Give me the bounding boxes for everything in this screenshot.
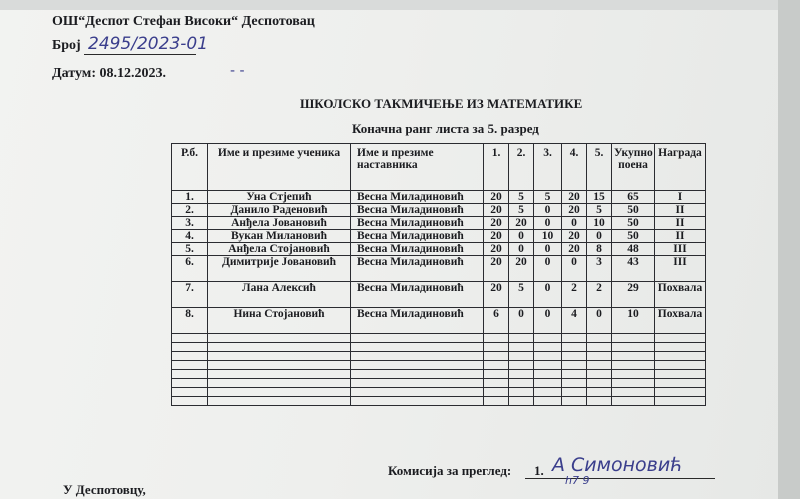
empty-cell <box>562 343 587 352</box>
header-teacher: Име и презиме наставника <box>351 144 484 191</box>
empty-cell <box>562 388 587 397</box>
cell-task-5: 2 <box>587 282 612 308</box>
cell-teacher: Весна Миладиновић <box>351 282 484 308</box>
empty-table-row <box>172 370 706 379</box>
empty-cell <box>172 361 208 370</box>
cell-award: I <box>655 191 706 204</box>
cell-total: 50 <box>612 204 655 217</box>
ranking-table <box>171 143 706 406</box>
empty-cell <box>509 334 534 343</box>
broj-handwritten: 2495/2023-01 <box>88 34 209 54</box>
empty-cell <box>484 370 509 379</box>
cell-task-5: 15 <box>587 191 612 204</box>
cell-rb: 5. <box>172 243 208 256</box>
cell-student: Анђела Стојановић <box>208 243 351 256</box>
header-task-3: 3. <box>534 144 562 191</box>
cell-task-1: 20 <box>484 256 509 282</box>
cell-task-5: 0 <box>587 230 612 243</box>
cell-award: Похвала <box>655 308 706 334</box>
empty-table-row <box>172 352 706 361</box>
cell-task-5: 0 <box>587 308 612 334</box>
empty-cell <box>562 379 587 388</box>
empty-cell <box>172 379 208 388</box>
empty-cell <box>655 379 706 388</box>
table-row <box>172 243 706 256</box>
commission-label: Комисија за преглед: <box>388 463 512 478</box>
table-row <box>172 204 706 217</box>
table-row <box>172 191 706 204</box>
header-award: Награда <box>655 144 706 191</box>
empty-cell <box>534 379 562 388</box>
school-name: ОШ“Деспот Стефан Високи“ Деспотовац <box>52 14 315 29</box>
handwritten-signature: А Симоновић <box>552 454 683 476</box>
empty-cell <box>484 334 509 343</box>
empty-cell <box>612 370 655 379</box>
cell-task-4: 0 <box>562 217 587 230</box>
cell-task-1: 20 <box>484 282 509 308</box>
cell-task-3: 10 <box>534 230 562 243</box>
signature-note: h7 9 <box>565 474 590 487</box>
empty-cell <box>509 361 534 370</box>
table-row <box>172 230 706 243</box>
handwritten-dash: - - <box>230 63 245 79</box>
cell-teacher: Весна Миладиновић <box>351 204 484 217</box>
cell-teacher: Весна Миладиновић <box>351 256 484 282</box>
cell-award: II <box>655 230 706 243</box>
empty-cell <box>351 361 484 370</box>
empty-cell <box>612 343 655 352</box>
empty-cell <box>612 397 655 406</box>
header-task-2: 2. <box>509 144 534 191</box>
empty-cell <box>509 397 534 406</box>
empty-table-row <box>172 343 706 352</box>
cell-rb: 8. <box>172 308 208 334</box>
empty-cell <box>587 334 612 343</box>
empty-cell <box>351 379 484 388</box>
header-student: Име и презиме ученика <box>208 144 351 191</box>
cell-task-2: 0 <box>509 230 534 243</box>
cell-teacher: Весна Миладиновић <box>351 217 484 230</box>
empty-cell <box>351 388 484 397</box>
empty-cell <box>208 397 351 406</box>
empty-cell <box>484 379 509 388</box>
empty-table-row <box>172 379 706 388</box>
empty-cell <box>509 370 534 379</box>
cell-award: II <box>655 217 706 230</box>
empty-cell <box>484 343 509 352</box>
empty-cell <box>562 361 587 370</box>
signature-line <box>525 478 715 479</box>
empty-cell <box>587 343 612 352</box>
signature-number: 1. <box>534 463 544 478</box>
empty-cell <box>655 370 706 379</box>
empty-table-row <box>172 361 706 370</box>
empty-cell <box>534 343 562 352</box>
cell-rb: 7. <box>172 282 208 308</box>
empty-cell <box>534 352 562 361</box>
empty-cell <box>587 388 612 397</box>
empty-cell <box>351 397 484 406</box>
table-row <box>172 308 706 334</box>
empty-cell <box>172 370 208 379</box>
broj-underline <box>84 54 196 55</box>
header-task-1: 1. <box>484 144 509 191</box>
cell-task-2: 5 <box>509 191 534 204</box>
table-row <box>172 217 706 230</box>
header-task-4: 4. <box>562 144 587 191</box>
header-rb: Р.б. <box>172 144 208 191</box>
empty-cell <box>509 343 534 352</box>
cell-task-5: 3 <box>587 256 612 282</box>
empty-cell <box>655 388 706 397</box>
empty-cell <box>655 343 706 352</box>
empty-cell <box>208 370 351 379</box>
cell-task-1: 20 <box>484 217 509 230</box>
empty-cell <box>172 334 208 343</box>
cell-award: III <box>655 243 706 256</box>
cell-task-3: 0 <box>534 243 562 256</box>
cell-rb: 4. <box>172 230 208 243</box>
cell-total: 29 <box>612 282 655 308</box>
cell-student: Анђела Јовановић <box>208 217 351 230</box>
cell-teacher: Весна Миладиновић <box>351 191 484 204</box>
empty-cell <box>655 397 706 406</box>
empty-cell <box>562 334 587 343</box>
empty-cell <box>351 370 484 379</box>
empty-cell <box>509 379 534 388</box>
cell-award: III <box>655 256 706 282</box>
empty-cell <box>172 343 208 352</box>
empty-cell <box>587 361 612 370</box>
empty-cell <box>562 397 587 406</box>
empty-cell <box>612 352 655 361</box>
cell-award: Похвала <box>655 282 706 308</box>
empty-cell <box>587 352 612 361</box>
empty-cell <box>172 388 208 397</box>
cell-task-5: 8 <box>587 243 612 256</box>
cell-task-1: 6 <box>484 308 509 334</box>
cell-task-4: 2 <box>562 282 587 308</box>
cell-student: Нина Стојановић <box>208 308 351 334</box>
cell-task-4: 20 <box>562 243 587 256</box>
empty-cell <box>208 361 351 370</box>
cell-total: 65 <box>612 191 655 204</box>
cell-total: 50 <box>612 230 655 243</box>
cell-award: II <box>655 204 706 217</box>
cell-task-1: 20 <box>484 230 509 243</box>
empty-cell <box>587 379 612 388</box>
empty-cell <box>509 352 534 361</box>
empty-cell <box>612 379 655 388</box>
empty-cell <box>484 361 509 370</box>
cell-rb: 2. <box>172 204 208 217</box>
empty-cell <box>562 352 587 361</box>
empty-cell <box>534 370 562 379</box>
cell-student: Лана Алексић <box>208 282 351 308</box>
cell-student: Вукан Милановић <box>208 230 351 243</box>
cell-task-2: 20 <box>509 217 534 230</box>
empty-cell <box>208 388 351 397</box>
cell-task-5: 5 <box>587 204 612 217</box>
cell-student: Данило Раденовић <box>208 204 351 217</box>
empty-cell <box>534 388 562 397</box>
cell-teacher: Весна Миладиновић <box>351 243 484 256</box>
cell-task-4: 20 <box>562 204 587 217</box>
empty-cell <box>534 397 562 406</box>
page-fold-shadow <box>778 0 800 499</box>
cell-task-2: 20 <box>509 256 534 282</box>
cell-task-4: 0 <box>562 256 587 282</box>
empty-cell <box>612 334 655 343</box>
cell-student: Димитрије Јовановић <box>208 256 351 282</box>
empty-cell <box>612 388 655 397</box>
empty-cell <box>562 370 587 379</box>
empty-table-row <box>172 334 706 343</box>
empty-cell <box>587 397 612 406</box>
empty-cell <box>208 334 351 343</box>
empty-cell <box>351 352 484 361</box>
cell-task-1: 20 <box>484 243 509 256</box>
cell-task-2: 0 <box>509 243 534 256</box>
cell-task-3: 0 <box>534 308 562 334</box>
cell-task-2: 5 <box>509 204 534 217</box>
broj-label: Број <box>52 38 81 53</box>
empty-cell <box>655 334 706 343</box>
empty-cell <box>351 343 484 352</box>
cell-task-1: 20 <box>484 191 509 204</box>
table-row <box>172 256 706 282</box>
cell-task-1: 20 <box>484 204 509 217</box>
empty-cell <box>587 370 612 379</box>
empty-cell <box>208 379 351 388</box>
empty-cell <box>484 397 509 406</box>
cell-task-2: 0 <box>509 308 534 334</box>
cell-total: 48 <box>612 243 655 256</box>
table-row <box>172 282 706 308</box>
cell-task-5: 10 <box>587 217 612 230</box>
cell-teacher: Весна Миладиновић <box>351 230 484 243</box>
cell-task-3: 0 <box>534 282 562 308</box>
empty-cell <box>612 361 655 370</box>
cell-task-4: 20 <box>562 230 587 243</box>
empty-cell <box>208 352 351 361</box>
cell-teacher: Весна Миладиновић <box>351 308 484 334</box>
cell-rb: 3. <box>172 217 208 230</box>
header-task-5: 5. <box>587 144 612 191</box>
cell-total: 43 <box>612 256 655 282</box>
empty-cell <box>172 397 208 406</box>
cell-task-2: 5 <box>509 282 534 308</box>
empty-cell <box>484 388 509 397</box>
cell-task-3: 0 <box>534 204 562 217</box>
cell-total: 50 <box>612 217 655 230</box>
cell-total: 10 <box>612 308 655 334</box>
empty-cell <box>655 352 706 361</box>
cell-task-3: 5 <box>534 191 562 204</box>
cell-task-3: 0 <box>534 256 562 282</box>
cell-rb: 1. <box>172 191 208 204</box>
header-total: Укупно поена <box>612 144 655 191</box>
empty-cell <box>351 334 484 343</box>
table-header-row <box>172 144 706 191</box>
page-top-edge <box>0 0 800 10</box>
document-title: ШКОЛСКО ТАКМИЧЕЊЕ ИЗ МАТЕМАТИКЕ <box>300 96 583 111</box>
empty-cell <box>208 343 351 352</box>
cell-rb: 6. <box>172 256 208 282</box>
empty-table-row <box>172 388 706 397</box>
document-subtitle: Коначна ранг листа за 5. разред <box>352 121 539 136</box>
cell-task-4: 4 <box>562 308 587 334</box>
empty-table-row <box>172 397 706 406</box>
cell-task-3: 0 <box>534 217 562 230</box>
empty-cell <box>655 361 706 370</box>
cell-task-4: 20 <box>562 191 587 204</box>
empty-cell <box>534 361 562 370</box>
empty-cell <box>509 388 534 397</box>
empty-cell <box>484 352 509 361</box>
place-label: У Деспотовцу, <box>63 482 146 497</box>
cell-student: Уна Стјепић <box>208 191 351 204</box>
empty-cell <box>534 334 562 343</box>
empty-cell <box>172 352 208 361</box>
date-line: Датум: 08.12.2023. <box>52 66 166 81</box>
